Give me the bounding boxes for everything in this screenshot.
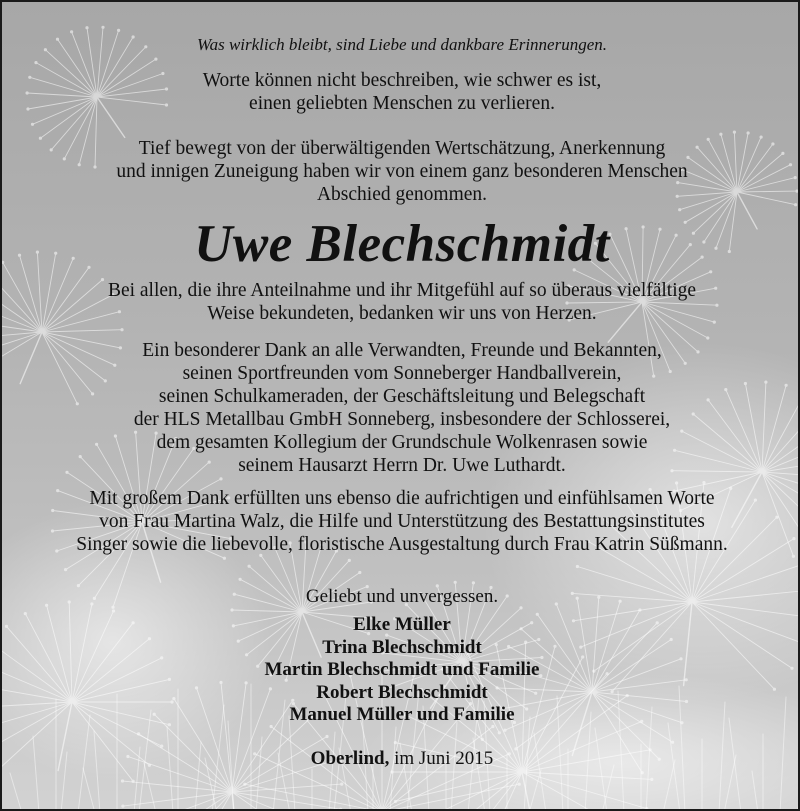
intro-paragraph — [2, 69, 800, 115]
signer: Manuel Müller und Familie — [289, 704, 515, 726]
signers-list — [2, 614, 800, 726]
place-and-date — [2, 748, 800, 770]
signer: Trina Blechschmidt — [322, 636, 482, 658]
deceased-name: Uwe Blechschmidt — [194, 215, 610, 274]
thanks-line: Bei allen, die ihre Anteilnahme und ihr Mitgefühl auf so überaus vielfältige — [107, 279, 697, 301]
farewell-line: Tief bewegt von der überwältigenden Wertschätzung, Anerkennung — [138, 138, 666, 160]
place: Oberlind, — [310, 748, 390, 770]
signer: Elke Müller — [353, 614, 451, 636]
signer: Robert Blechschmidt — [316, 681, 488, 703]
special-thanks-line: dem gesamten Kollegium der Grundschule Wolkenrasen sowie — [156, 431, 648, 453]
date: im Juni 2015 — [394, 748, 494, 770]
special-thanks-line: der HLS Metallbau GmbH Sonneberg, insbesondere der Schlosserei, — [133, 408, 671, 430]
special-thanks-paragraph — [2, 339, 800, 477]
farewell-paragraph — [2, 137, 800, 206]
special-thanks-line: seinem Hausarzt Herrn Dr. Uwe Luthardt. — [238, 454, 566, 476]
motto: Was wirklich bleibt, sind Liebe und dankbare Erinnerungen. — [196, 35, 607, 54]
intro-line: Worte können nicht beschreiben, wie schwer es ist, — [202, 70, 602, 92]
signer: Martin Blechschmidt und Familie — [264, 659, 540, 681]
special-thanks-line: seinen Sportfreunden vom Sonneberger Handballverein, — [182, 362, 622, 384]
thanks-line: Weise bekundeten, bedanken wir uns von Herzen. — [207, 302, 597, 324]
special-thanks-line: Ein besonderer Dank an alle Verwandten, Freunde und Bekannten, — [142, 339, 662, 361]
special-thanks-line: seinen Schulkameraden, der Geschäftsleitung und Belegschaft — [158, 385, 646, 407]
thanks-paragraph — [2, 279, 800, 325]
gratitude-line: von Frau Martina Walz, die Hilfe und Unterstützung des Bestattungsinstitutes — [99, 510, 705, 532]
farewell-line: Abschied genommen. — [316, 184, 488, 206]
gratitude-line: Singer sowie die liebevolle, floristische Ausgestaltung durch Frau Katrin Süßmann. — [76, 533, 728, 555]
closing-phrase: Geliebt und unvergessen. — [305, 585, 499, 607]
farewell-line: und innigen Zuneigung haben wir von einem ganz besonderen Menschen — [116, 161, 688, 183]
gratitude-paragraph — [2, 487, 800, 556]
intro-line: einen geliebten Menschen zu verlieren. — [249, 93, 555, 115]
gratitude-line: Mit großem Dank erfüllten uns ebenso die aufrichtigen und einfühlsamen Worte — [89, 487, 715, 509]
